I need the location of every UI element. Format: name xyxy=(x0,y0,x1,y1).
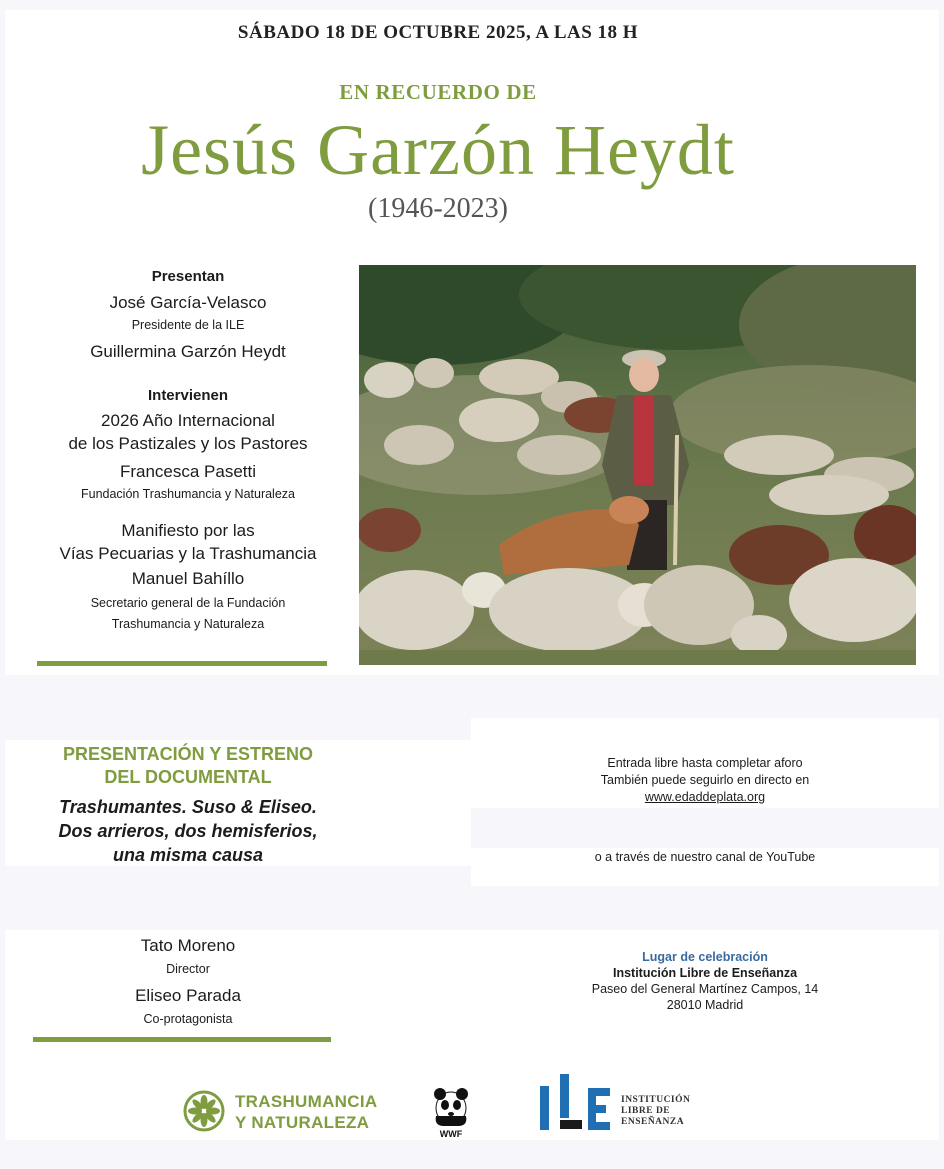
divider xyxy=(37,661,327,666)
venue-label-text: Lugar de celebración xyxy=(642,950,768,964)
trashumancia-logo xyxy=(183,1090,225,1132)
logo-line: ENSEÑANZA xyxy=(621,1117,685,1127)
documental-title-line: Dos arrieros, dos hemisferios, xyxy=(58,821,318,841)
ile-bar-l xyxy=(560,1074,569,1118)
website-link[interactable]: www.edaddeplata.org xyxy=(644,790,766,804)
credit-role: Director xyxy=(166,962,210,976)
honoree-name: Jesús Garzón Heydt xyxy=(141,110,735,190)
ile-logo-text xyxy=(621,1095,690,1128)
logo-line: Y NATURALEZA xyxy=(235,1113,370,1132)
access-youtube: o a través de nuestro canal de YouTube xyxy=(594,850,816,864)
credit-name: Eliseo Parada xyxy=(135,986,241,1005)
documental-heading-line: PRESENTACIÓN Y ESTRENO xyxy=(62,744,314,764)
wwf-text: WWF xyxy=(439,1129,463,1139)
honoree-years: (1946-2023) xyxy=(368,193,508,224)
topic-line: 2026 Año Internacional xyxy=(101,411,275,430)
venue-city: 28010 Madrid xyxy=(666,998,744,1012)
access-live: También puede seguirlo en directo en xyxy=(600,773,810,787)
presenter-role: Presidente de la ILE xyxy=(131,318,245,332)
in-memory-of: EN RECUERDO DE xyxy=(339,80,537,104)
presentan-heading: Presentan xyxy=(151,268,225,285)
documental-title xyxy=(18,795,358,867)
speaker-name: Francesca Pasetti xyxy=(119,462,257,481)
ile-bar-i xyxy=(540,1086,549,1130)
venue-address: Paseo del General Martínez Campos, 14 xyxy=(591,982,819,996)
logo-line: LIBRE DE xyxy=(621,1106,671,1116)
topic-line: Manifiesto por las xyxy=(121,521,255,540)
topic-line: Vías Pecuarias y la Trashumancia xyxy=(59,544,317,563)
presenter-name: Guillermina Garzón Heydt xyxy=(90,342,286,361)
logo-line: TRASHUMANCIA xyxy=(235,1092,378,1111)
documental-title-line: una misma causa xyxy=(112,845,264,865)
documental-heading xyxy=(18,743,358,789)
documental-heading-line: DEL DOCUMENTAL xyxy=(104,767,272,787)
speaker-name: Manuel Bahíllo xyxy=(131,569,245,588)
divider xyxy=(33,1037,331,1042)
access-url-wrap xyxy=(471,790,939,804)
credit-name: Tato Moreno xyxy=(140,936,236,955)
ile-logo-mark xyxy=(538,1074,618,1134)
ile-bar-l-foot xyxy=(560,1120,582,1129)
speaker-role: Trashumancia y Naturaleza xyxy=(111,617,265,631)
shepherd-flock-photo xyxy=(359,265,916,665)
wwf-logo xyxy=(432,1086,470,1138)
ile-e xyxy=(588,1088,612,1130)
credit-role: Co-protagonista xyxy=(143,1012,233,1026)
presenter-name: José García-Velasco xyxy=(109,293,267,312)
speaker-role: Fundación Trashumancia y Naturaleza xyxy=(80,487,295,501)
documental-title-line: Trashumantes. Suso & Eliseo. xyxy=(59,797,317,817)
panda-icon xyxy=(432,1086,470,1126)
topic-line: de los Pastizales y los Pastores xyxy=(68,434,308,453)
venue-label xyxy=(471,950,939,964)
access-free-entry: Entrada libre hasta completar aforo xyxy=(607,756,803,770)
flower-icon xyxy=(183,1090,225,1132)
logo-line: INSTITUCIÓN xyxy=(621,1095,691,1105)
speaker-role: Secretario general de la Fundación xyxy=(90,596,286,610)
intervienen-heading: Intervienen xyxy=(147,387,229,404)
trashumancia-logo-text xyxy=(235,1091,377,1133)
event-date: SÁBADO 18 DE OCTUBRE 2025, A LAS 18 H xyxy=(237,22,639,43)
venue-name: Institución Libre de Enseñanza xyxy=(612,966,798,980)
